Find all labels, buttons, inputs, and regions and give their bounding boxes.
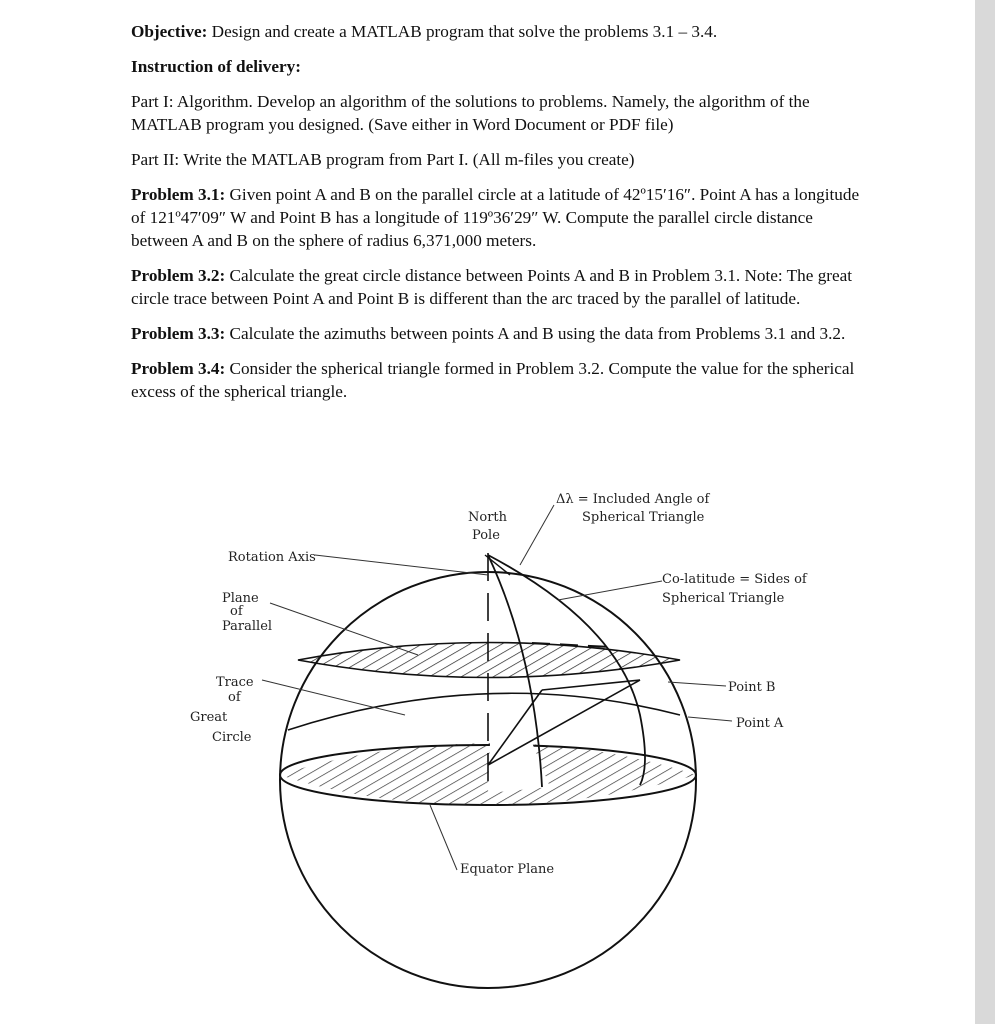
label-equator-plane: Equator Plane — [460, 862, 555, 877]
problem-text: Calculate the azimuths between points A and B using the data from Problems 3.1 and 3.2. — [225, 324, 846, 343]
objective-text: Design and create a MATLAB program that solve the problems 3.1 – 3.4. — [207, 22, 718, 41]
problem-3-4 — [131, 357, 861, 403]
page-edge-strip — [975, 0, 995, 1024]
label-parallel: Parallel — [222, 619, 273, 634]
leader-plane — [270, 603, 418, 655]
label-trace-of: of — [228, 690, 241, 705]
problem-label: Problem 3.1: — [131, 185, 226, 204]
label-point-b: Point B — [728, 680, 776, 695]
problem-label: Problem 3.3: — [131, 324, 226, 343]
spherical-triangle-figure — [170, 475, 830, 995]
problem-text: Given point A and B on the parallel circle at a latitude of 42º15′16″. Point A has a longitude of 121º47′09″ W and Point B has a longitude of 119º36′29″ W. Compute the parallel circle distance between A and B on the sphere of radius 6,371,000 meters. — [131, 185, 860, 250]
leader-point-b — [668, 682, 726, 686]
problem-label: Problem 3.4: — [131, 359, 226, 378]
leader-trace — [262, 680, 405, 715]
delivery-heading — [131, 55, 861, 78]
label-great: Great — [190, 710, 228, 725]
leader-point-a — [688, 717, 732, 721]
problem-label: Problem 3.2: — [131, 266, 226, 285]
label-pole: Pole — [472, 528, 500, 543]
label-delta-lambda-line1: Δλ = Included Angle of — [556, 492, 710, 507]
leader-delta-lambda — [520, 505, 554, 565]
great-circle-trace — [288, 693, 680, 730]
label-circle: Circle — [212, 730, 252, 745]
objective-label: Objective: — [131, 22, 208, 41]
label-north: North — [468, 510, 508, 525]
part1-paragraph: Part I: Algorithm. Develop an algorithm of the solutions to problems. Namely, the algorithm of the MATLAB program you designed. (Save either in Word Document or PDF file) — [131, 92, 810, 134]
leader-equator — [430, 805, 457, 870]
label-trace: Trace — [216, 675, 254, 690]
problem-text: Calculate the great circle distance between Points A and B in Problem 3.1. Note: The great circle trace between Point A and Point B is different than the arc traced by the parallel of latitude. — [131, 266, 853, 308]
document-body — [131, 20, 861, 415]
label-rotation-axis: Rotation Axis — [228, 550, 316, 565]
label-delta-lambda-line2: Spherical Triangle — [582, 510, 705, 525]
part2-paragraph: Part II: Write the MATLAB program from Part I. (All m-files you create) — [131, 150, 635, 169]
problem-text: Consider the spherical triangle formed in Problem 3.2. Compute the value for the spherical excess of the spherical triangle. — [131, 359, 855, 401]
problem-3-1 — [131, 183, 861, 252]
label-plane-of: of — [230, 604, 243, 619]
label-point-a: Point A — [736, 716, 784, 731]
problem-3-3 — [131, 322, 861, 345]
label-colatitude-line2: Spherical Triangle — [662, 591, 785, 606]
label-colatitude-line1: Co-latitude = Sides of — [662, 572, 807, 587]
delivery-heading-text: Instruction of delivery: — [131, 57, 301, 76]
problem-3-2 — [131, 264, 861, 310]
leader-rotation-axis — [315, 555, 488, 575]
label-plane: Plane — [222, 591, 259, 606]
objective-line — [131, 20, 861, 43]
